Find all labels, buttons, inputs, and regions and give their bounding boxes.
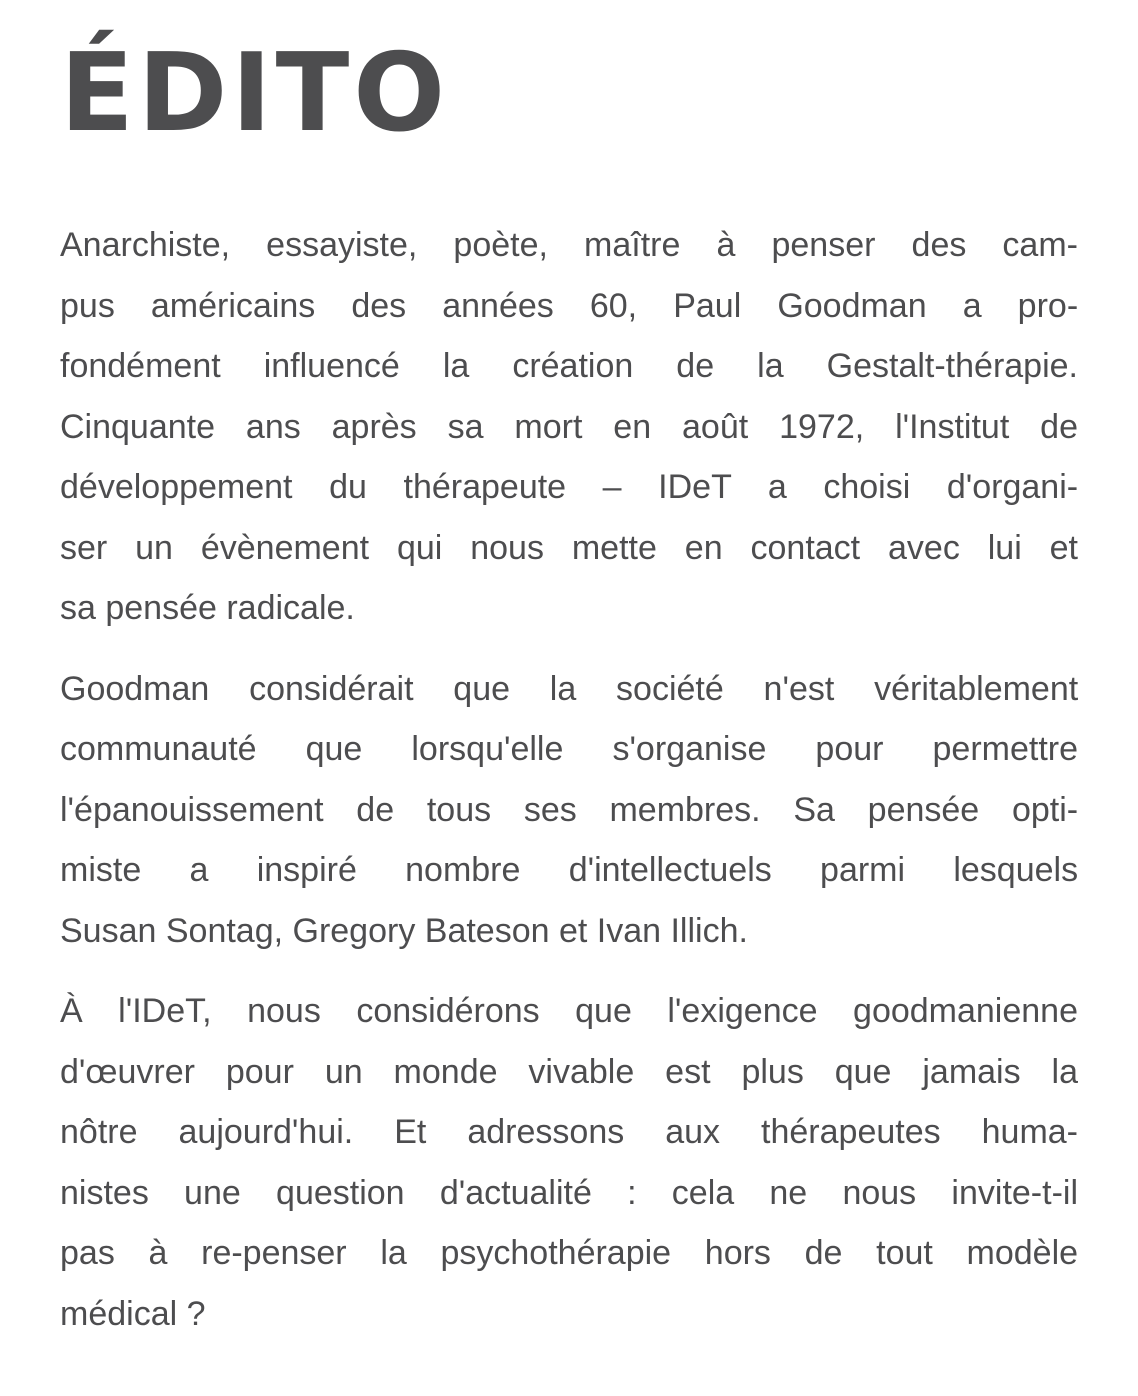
paragraph-goodman [60, 659, 1078, 962]
text-line: nistes une question d'actualité : cela ne nous invite-t-il [60, 1173, 1078, 1212]
text-line: Anarchiste, essayiste, poète, maître à penser des cam- [60, 226, 1078, 264]
text-line: Susan Sontag, Gregory Bateson et Ivan Illich. [60, 911, 748, 950]
text-line: développement du thérapeute – IDeT a choisi d'organi- [60, 468, 1078, 506]
text-line: pas à re-penser la psychothérapie hors de tout modèle [60, 1234, 1078, 1272]
text-line: d'œuvrer pour un monde vivable est plus que jamais la [60, 1052, 1078, 1091]
text-line: nôtre aujourd'hui. Et adressons aux thérapeutes huma- [60, 1113, 1078, 1151]
text-line: médical ? [60, 1294, 206, 1333]
text-line: À l'IDeT, nous considérons que l'exigence goodmanienne [60, 992, 1078, 1030]
page-title: ÉDITO [60, 31, 450, 156]
text-line: sa pensée radicale. [60, 589, 355, 627]
text-line: Goodman considérait que la société n'est véritablement [60, 669, 1078, 708]
text-line: pus américains des années 60, Paul Goodman a pro- [60, 286, 1078, 325]
text-line: ser un évènement qui nous mette en contact avec lui et [60, 528, 1078, 567]
text-line: Cinquante ans après sa mort en août 1972, l'Institut de [60, 407, 1078, 446]
text-line: miste a inspiré nombre d'intellectuels parmi lesquels [60, 851, 1078, 889]
paragraph-idet [60, 981, 1078, 1344]
paragraph-intro [60, 215, 1078, 639]
text-line: communauté que lorsqu'elle s'organise pour permettre [60, 730, 1078, 768]
text-line: l'épanouissement de tous ses membres. Sa pensée opti- [60, 790, 1078, 829]
text-line: fondément influencé la création de la Gestalt-thérapie. [60, 347, 1078, 385]
edito-body [60, 215, 1078, 1364]
